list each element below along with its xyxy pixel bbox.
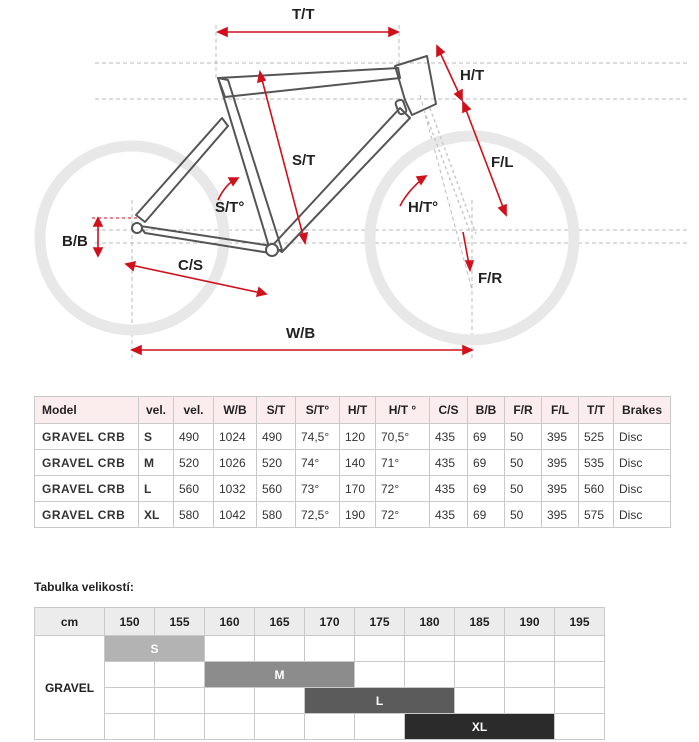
value-cell: 435	[430, 502, 468, 528]
empty-cell	[105, 688, 155, 714]
head-tube	[395, 56, 436, 115]
col-header-wb: W/B	[214, 397, 257, 424]
dimension-lines	[92, 28, 506, 354]
value-cell: 520	[174, 450, 214, 476]
label-top-tube: T/T	[292, 6, 315, 23]
empty-cell	[305, 714, 355, 740]
value-cell: 525	[579, 424, 614, 450]
label-chain-stay: C/S	[178, 257, 204, 274]
value-cell: 190	[340, 502, 376, 528]
value-cell: 74°	[296, 450, 340, 476]
value-cell: 560	[174, 476, 214, 502]
value-cell: Disc	[614, 424, 671, 450]
empty-cell	[205, 636, 255, 662]
empty-cell	[555, 662, 605, 688]
height-header: 185	[455, 608, 505, 636]
value-cell: 71°	[376, 450, 430, 476]
value-cell: Disc	[614, 502, 671, 528]
empty-cell	[455, 662, 505, 688]
model-cell: GRAVEL CRB	[35, 450, 139, 476]
value-cell: 69	[468, 502, 505, 528]
col-header-st: S/T	[257, 397, 296, 424]
label-fork-rake: F/R	[478, 270, 503, 287]
value-cell: 560	[579, 476, 614, 502]
empty-cell	[355, 662, 405, 688]
height-header: 180	[405, 608, 455, 636]
empty-cell	[555, 714, 605, 740]
col-header-bb: B/B	[468, 397, 505, 424]
empty-cell	[105, 714, 155, 740]
label-wheelbase: W/B	[286, 325, 316, 342]
col-header-brakes: Brakes	[614, 397, 671, 424]
size-chart	[34, 607, 605, 740]
col-header-st-angle: S/T°	[296, 397, 340, 424]
height-header: 165	[255, 608, 305, 636]
empty-cell	[555, 636, 605, 662]
empty-cell	[255, 688, 305, 714]
size-bar-s: S	[105, 636, 205, 662]
size-bar-m: M	[205, 662, 355, 688]
bottom-bracket	[266, 244, 278, 256]
value-cell: 520	[257, 450, 296, 476]
table-row	[35, 450, 671, 476]
model-cell: GRAVEL CRB	[35, 502, 139, 528]
value-cell: 140	[340, 450, 376, 476]
value-cell: 72°	[376, 476, 430, 502]
col-header-ht: H/T	[340, 397, 376, 424]
value-cell: 74,5°	[296, 424, 340, 450]
value-cell: 395	[542, 476, 579, 502]
label-head-tube: H/T	[460, 67, 485, 84]
col-header-size: vel.	[139, 397, 174, 424]
empty-cell	[505, 636, 555, 662]
col-header-frame-size: vel.	[174, 397, 214, 424]
value-cell: 73°	[296, 476, 340, 502]
empty-cell	[455, 636, 505, 662]
value-cell: 120	[340, 424, 376, 450]
value-cell: 50	[505, 450, 542, 476]
height-header: 175	[355, 608, 405, 636]
empty-cell	[155, 688, 205, 714]
geometry-header-row	[35, 397, 671, 424]
table-row	[35, 502, 671, 528]
value-cell: 69	[468, 450, 505, 476]
empty-cell	[405, 636, 455, 662]
value-cell: 1026	[214, 450, 257, 476]
value-cell: 72°	[376, 502, 430, 528]
empty-cell	[355, 714, 405, 740]
size-row	[35, 688, 605, 714]
table-row	[35, 476, 671, 502]
value-cell: 72,5°	[296, 502, 340, 528]
value-cell: 1032	[214, 476, 257, 502]
table-row	[35, 424, 671, 450]
label-head-tube-angle: H/T°	[408, 199, 439, 216]
label-seat-tube: S/T	[292, 152, 316, 169]
size-row	[35, 636, 605, 662]
size-bar-xl: XL	[405, 714, 555, 740]
value-cell: 575	[579, 502, 614, 528]
geometry-table	[34, 396, 671, 528]
value-cell: 435	[430, 450, 468, 476]
height-header: 170	[305, 608, 355, 636]
empty-cell	[155, 714, 205, 740]
rear-dropout	[132, 223, 142, 233]
empty-cell	[255, 636, 305, 662]
value-cell: Disc	[614, 450, 671, 476]
size-chart-caption: Tabulka velikostí:	[34, 580, 134, 594]
value-cell: 395	[542, 450, 579, 476]
empty-cell	[405, 662, 455, 688]
height-header: 155	[155, 608, 205, 636]
height-header: 195	[555, 608, 605, 636]
empty-cell	[355, 636, 405, 662]
size-cell: S	[139, 424, 174, 450]
value-cell: 170	[340, 476, 376, 502]
value-cell: 1024	[214, 424, 257, 450]
model-row-label: GRAVEL	[35, 636, 105, 740]
value-cell: 435	[430, 424, 468, 450]
value-cell: 395	[542, 502, 579, 528]
unit-header: cm	[35, 608, 105, 636]
model-cell: GRAVEL CRB	[35, 476, 139, 502]
value-cell: 535	[579, 450, 614, 476]
height-header: 150	[105, 608, 155, 636]
top-tube	[218, 68, 400, 97]
value-cell: 490	[257, 424, 296, 450]
empty-cell	[105, 662, 155, 688]
size-cell: L	[139, 476, 174, 502]
col-header-model: Model	[35, 397, 139, 424]
value-cell: 1042	[214, 502, 257, 528]
value-cell: 560	[257, 476, 296, 502]
empty-cell	[555, 688, 605, 714]
col-header-tt: T/T	[579, 397, 614, 424]
empty-cell	[255, 714, 305, 740]
empty-cell	[455, 688, 505, 714]
col-header-cs: C/S	[430, 397, 468, 424]
size-bar-l: L	[305, 688, 455, 714]
model-cell: GRAVEL CRB	[35, 424, 139, 450]
value-cell: 50	[505, 502, 542, 528]
empty-cell	[505, 662, 555, 688]
height-header: 160	[205, 608, 255, 636]
value-cell: 70,5°	[376, 424, 430, 450]
label-fork-length: F/L	[491, 154, 514, 171]
size-row	[35, 714, 605, 740]
col-header-fl: F/L	[542, 397, 579, 424]
value-cell: 50	[505, 424, 542, 450]
size-chart-header-row	[35, 608, 605, 636]
value-cell: 580	[257, 502, 296, 528]
size-cell: XL	[139, 502, 174, 528]
value-cell: 50	[505, 476, 542, 502]
empty-cell	[505, 688, 555, 714]
value-cell: 435	[430, 476, 468, 502]
value-cell: 69	[468, 424, 505, 450]
size-row	[35, 662, 605, 688]
value-cell: Disc	[614, 476, 671, 502]
empty-cell	[205, 688, 255, 714]
value-cell: 580	[174, 502, 214, 528]
col-header-fr: F/R	[505, 397, 542, 424]
empty-cell	[205, 714, 255, 740]
height-header: 190	[505, 608, 555, 636]
value-cell: 69	[468, 476, 505, 502]
empty-cell	[305, 636, 355, 662]
empty-cell	[155, 662, 205, 688]
value-cell: 395	[542, 424, 579, 450]
label-seat-tube-angle: S/T°	[215, 199, 245, 216]
col-header-ht-angle: H/T °	[376, 397, 430, 424]
label-bb-drop: B/B	[62, 233, 88, 250]
size-cell: M	[139, 450, 174, 476]
value-cell: 490	[174, 424, 214, 450]
